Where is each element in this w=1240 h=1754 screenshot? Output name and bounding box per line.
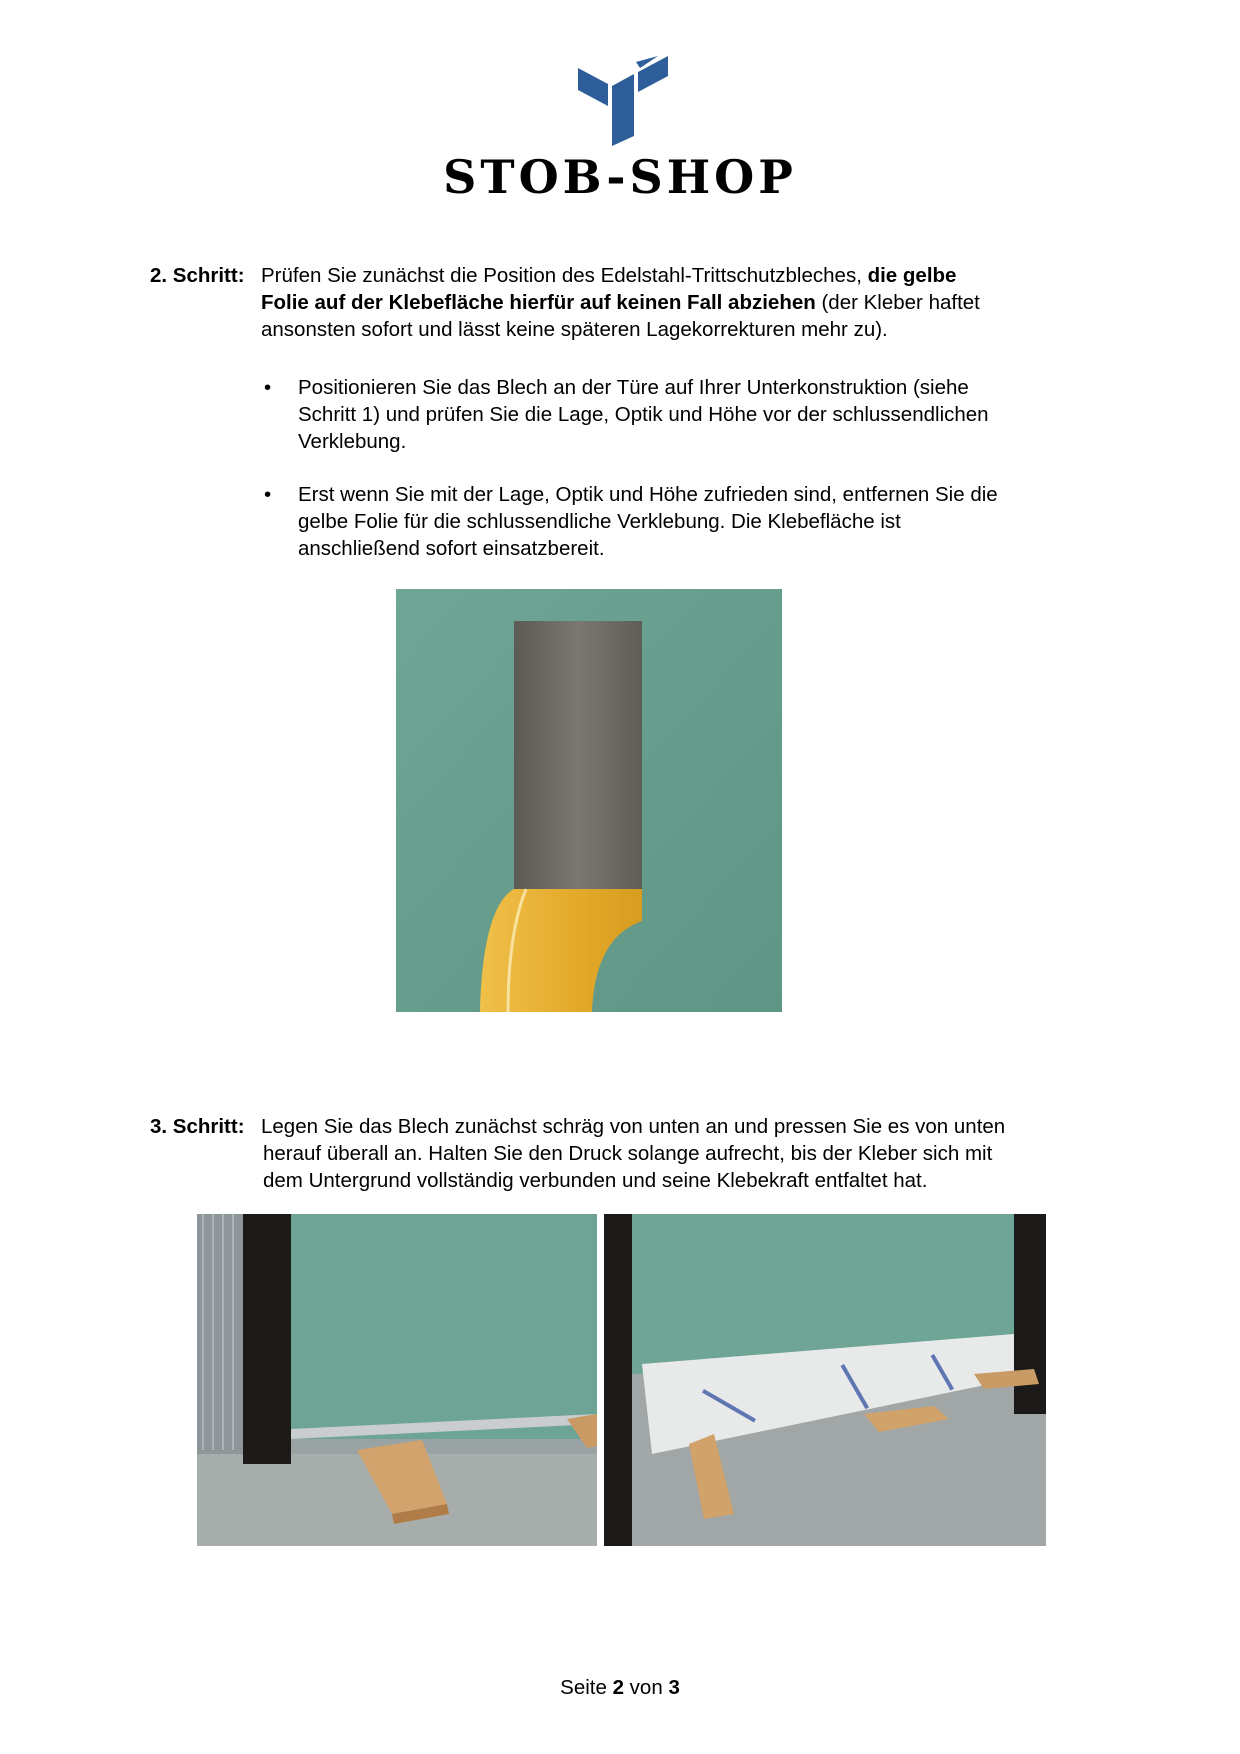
step-2 bbox=[150, 262, 1110, 352]
footer-mid: von bbox=[623, 1676, 669, 1699]
step-3-label: 3. Schritt: bbox=[150, 1115, 245, 1138]
step-2-line-2 bbox=[261, 289, 980, 316]
bullet-line: Erst wenn Sie mit der Lage, Optik und Höhe zufrieden sind, entfernen Sie die bbox=[298, 483, 998, 506]
photo-strip-with-foil bbox=[396, 589, 782, 1012]
bullet-line: Schritt 1) und prüfen Sie die Lage, Optik und Höhe vor der schlussendlichen bbox=[298, 403, 989, 426]
footer-total-pages: 3 bbox=[668, 1676, 680, 1699]
page-footer bbox=[0, 1676, 1240, 1700]
photo-door-left-image bbox=[197, 1214, 597, 1546]
step-3 bbox=[150, 1113, 1110, 1203]
cube-logo-icon bbox=[578, 56, 670, 146]
bullet-dot: • bbox=[264, 376, 272, 399]
step-2-line-1-text: Prüfen Sie zunächst die Position des Edelstahl-Trittschutzbleches, bbox=[261, 264, 868, 287]
step-3-line: Legen Sie das Blech zunächst schräg von unten an und pressen Sie es von unten bbox=[261, 1115, 1006, 1138]
step-2-line-1 bbox=[261, 262, 956, 289]
brand-name: STOB-SHOP bbox=[443, 150, 797, 204]
step-2-line-1-bold: die gelbe bbox=[867, 264, 957, 287]
step-2-bullets bbox=[264, 374, 1104, 560]
step-2-label: 2. Schritt: bbox=[150, 264, 245, 287]
footer-prefix: Seite bbox=[560, 1676, 613, 1699]
step-2-line-3: ansonsten sofort und lässt keine späteren Lagekorrekturen mehr zu). bbox=[261, 318, 888, 341]
bullet-line: gelbe Folie für die schlussendliche Verklebung. Die Klebefläche ist bbox=[298, 510, 901, 533]
photo-door-wedge-left bbox=[197, 1214, 597, 1546]
photo-strip-image bbox=[396, 589, 782, 1012]
photo-door-wedge-right bbox=[604, 1214, 1046, 1546]
step-2-line-2-bold: Folie auf der Klebefläche hierfür auf keinen Fall abziehen bbox=[261, 291, 816, 314]
bullet-line: anschließend sofort einsatzbereit. bbox=[298, 537, 605, 560]
footer-page-number: 2 bbox=[612, 1676, 624, 1699]
bullet-line: Verklebung. bbox=[298, 430, 407, 453]
step-2-line-2-text: (der Kleber haftet bbox=[815, 291, 980, 314]
step-3-line: dem Untergrund vollständig verbunden und seine Klebekraft entfaltet hat. bbox=[263, 1169, 928, 1192]
bullet-dot: • bbox=[264, 483, 272, 506]
photo-door-right-image bbox=[604, 1214, 1046, 1546]
header bbox=[0, 0, 1240, 220]
bullet-line: Positionieren Sie das Blech an der Türe auf Ihrer Unterkonstruktion (siehe bbox=[298, 376, 969, 399]
step-3-line: herauf überall an. Halten Sie den Druck solange aufrecht, bis der Kleber sich mit bbox=[263, 1142, 993, 1165]
